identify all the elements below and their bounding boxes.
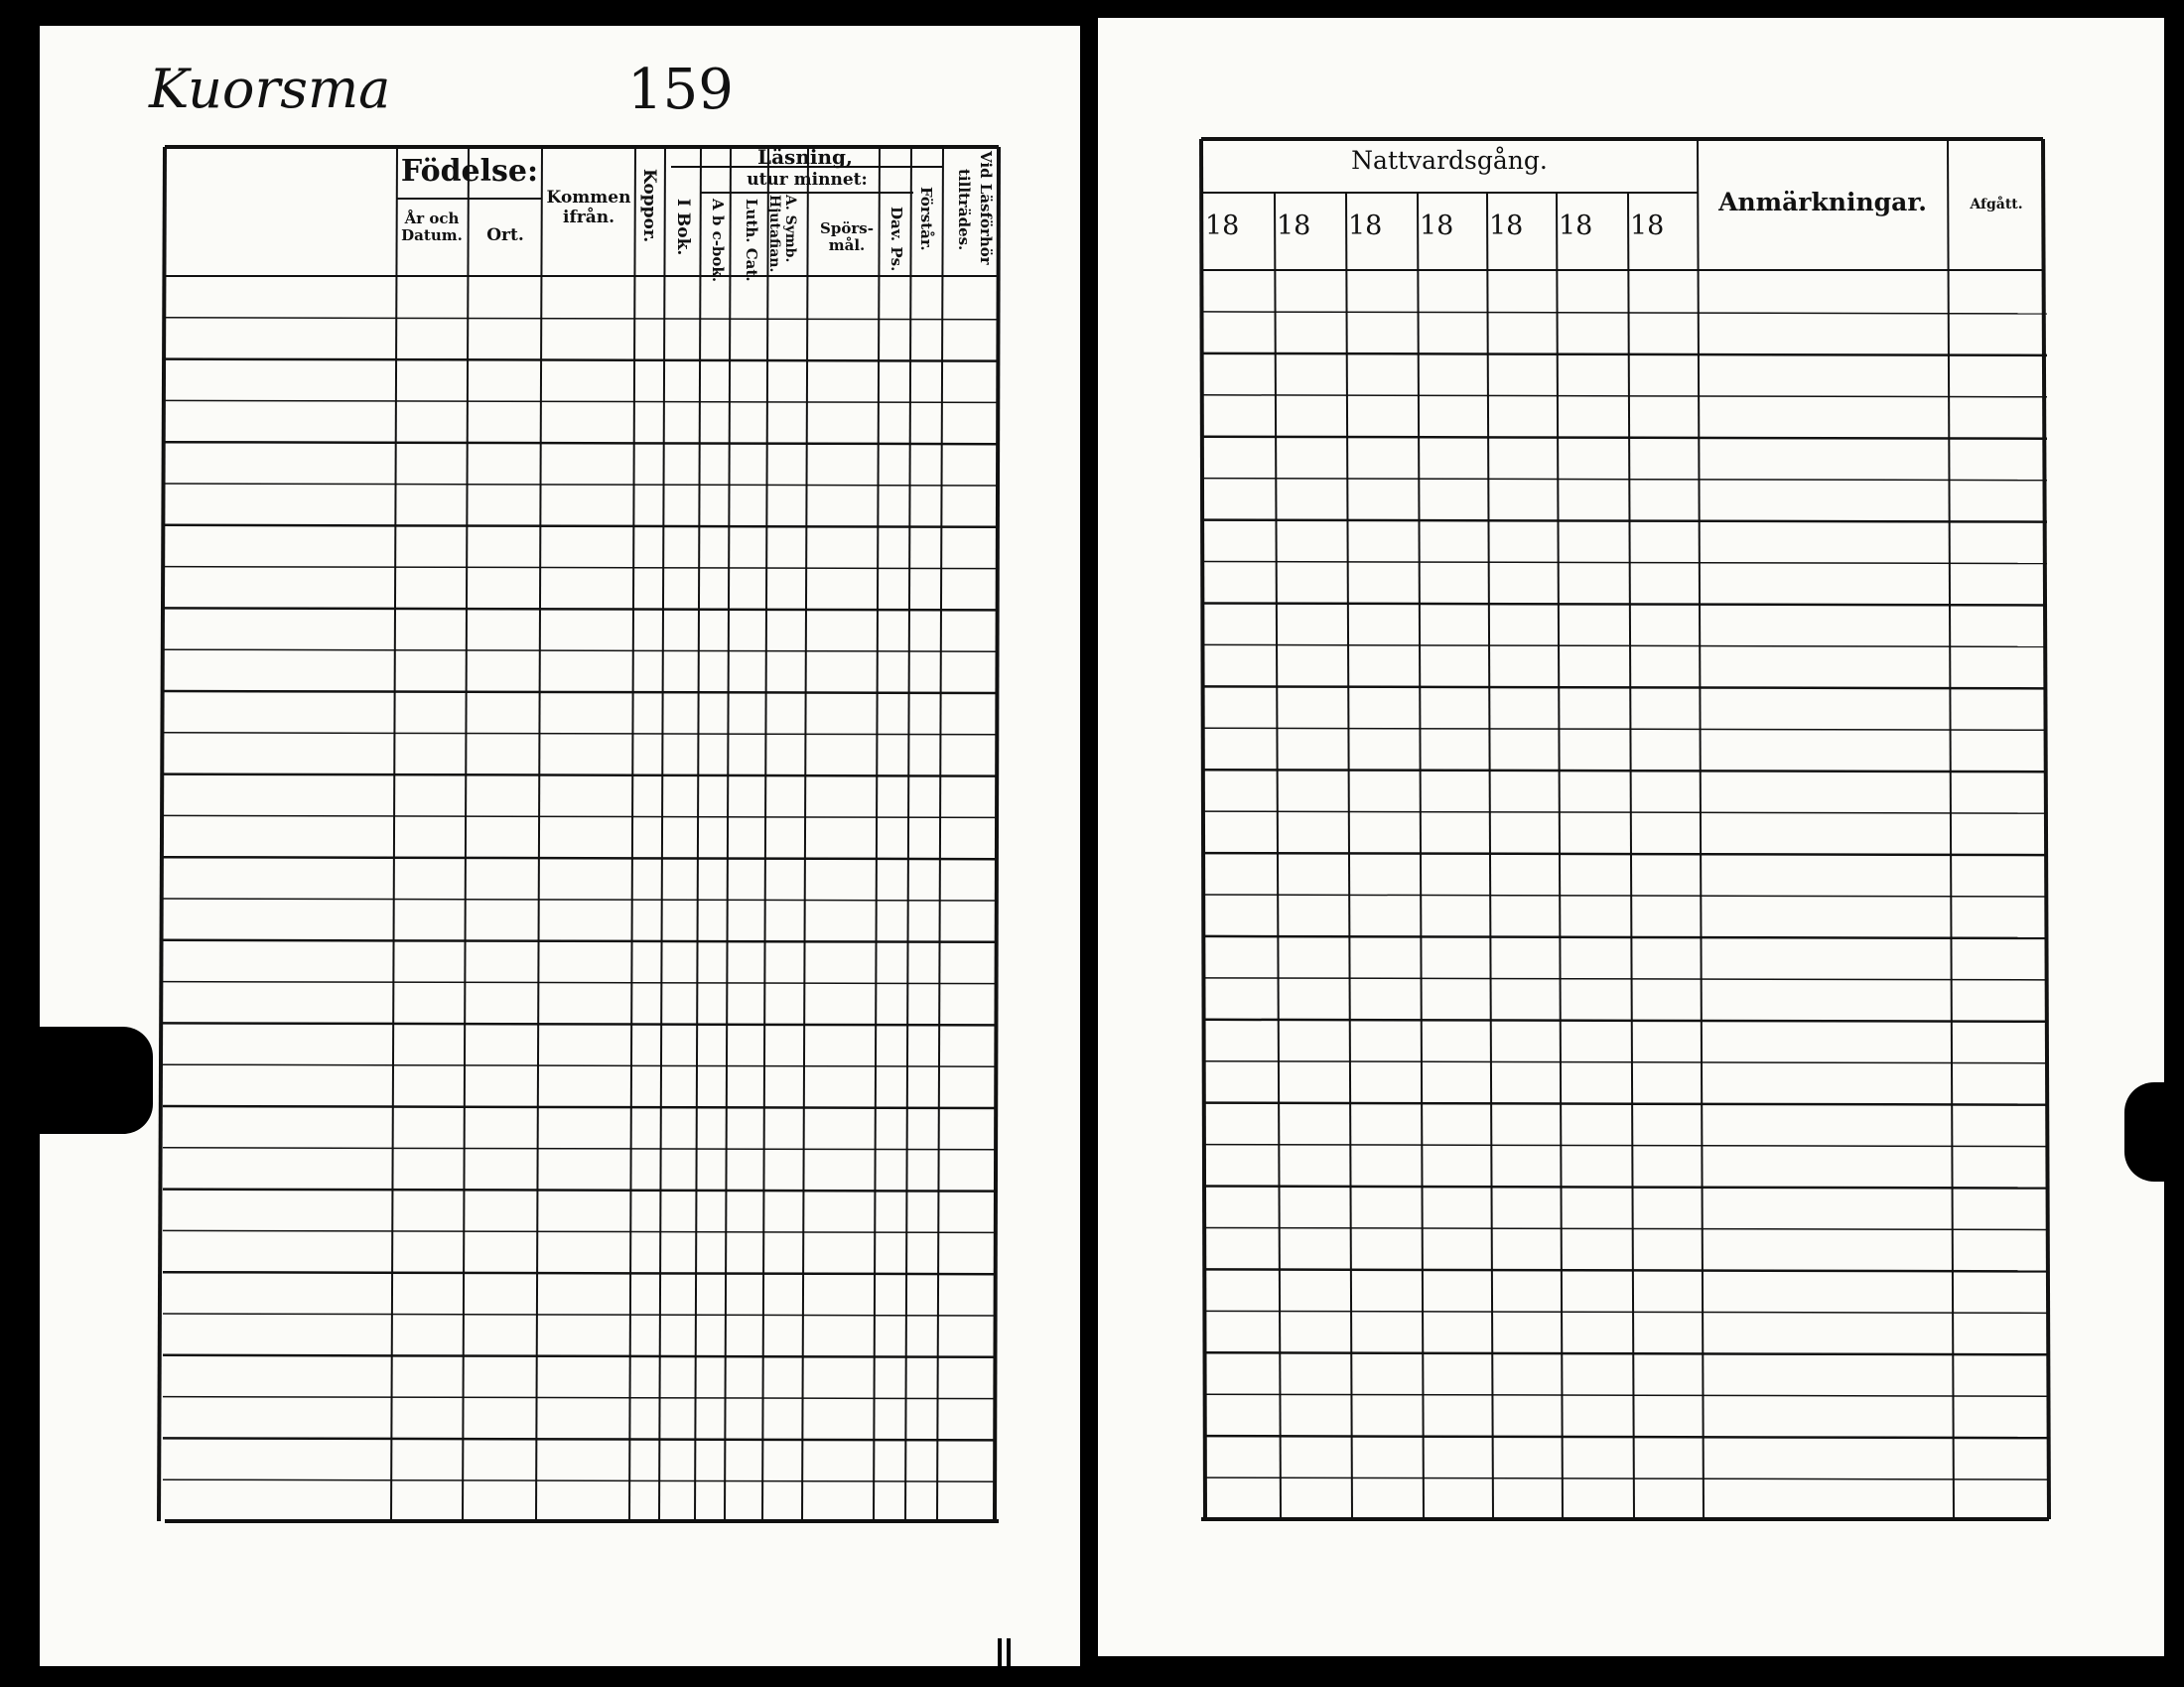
- handwritten-page-number: 159: [627, 58, 734, 122]
- grid-row-line: [163, 318, 997, 320]
- header-nattvardsgang: Nattvardsgång.: [1351, 146, 1548, 175]
- header-ar-och-datum: År och Datum.: [401, 210, 463, 245]
- grid-row-line: [1203, 395, 2047, 397]
- grid-row-line: [1203, 1020, 2047, 1022]
- header-kommen-ifran: Kommen ifrån.: [546, 188, 631, 227]
- grid-column-line: [391, 147, 397, 1521]
- grid-row-line: [163, 442, 997, 444]
- grid-row-line: [163, 733, 997, 735]
- grid-row-line: [163, 1023, 997, 1025]
- grid-row-line: [163, 608, 997, 610]
- header-year-7: 18: [1630, 211, 1665, 241]
- header-tilltrades: tillträdes.: [955, 169, 973, 251]
- grid-column-line: [1346, 193, 1352, 1519]
- grid-row-line: [1203, 811, 2047, 813]
- grid-row-line: [163, 857, 997, 859]
- grid-row-line: [163, 899, 997, 901]
- grid-row-line: [163, 525, 997, 527]
- grid-row-line: [163, 940, 997, 942]
- grid-row-line: [1203, 1103, 2047, 1105]
- grid-row-line: [163, 1314, 997, 1316]
- grid-row-line: [1203, 603, 2047, 605]
- grid-row-line: [163, 1190, 997, 1192]
- grid-row-line: [1203, 644, 2047, 646]
- grid-row-line: [1203, 1145, 2047, 1147]
- grid-row-line: [163, 1148, 997, 1150]
- header-abc-bok: A b c-bok.: [709, 199, 727, 283]
- grid-row-line: [1203, 1227, 2047, 1229]
- header-year-5: 18: [1489, 211, 1524, 241]
- header-i-bok: I Bok.: [673, 199, 693, 256]
- header-year-3: 18: [1348, 211, 1383, 241]
- header-year-6: 18: [1559, 211, 1593, 241]
- handwritten-place-name: Kuorsma: [149, 58, 391, 120]
- grid-row-line: [163, 1355, 997, 1357]
- grid-row-line: [163, 691, 997, 693]
- grid-row-line: [163, 567, 997, 569]
- grid-row-line: [163, 1479, 997, 1481]
- grid-row-line: [163, 359, 997, 361]
- header-dav-ps: Dav. Ps.: [887, 207, 905, 272]
- grid-column-line: [1418, 193, 1424, 1519]
- grid-row-line: [1203, 1477, 2047, 1479]
- grid-row-line: [1203, 437, 2047, 439]
- grid-row-line: [1203, 562, 2047, 564]
- header-a-symb: A. Symb.: [782, 195, 798, 263]
- grid-row-line: [1203, 936, 2047, 938]
- header-ort: Ort.: [486, 225, 524, 245]
- header-year-4: 18: [1420, 211, 1454, 241]
- grid-border: [159, 147, 165, 1521]
- grid-border: [1201, 139, 1205, 1519]
- grid-column-line: [1557, 193, 1563, 1519]
- grid-column-line: [1487, 193, 1493, 1519]
- header-hjutafian: Hjutafian.: [766, 195, 782, 273]
- header-luth-cat: Luth. Cat.: [743, 199, 760, 282]
- grid-row-line: [163, 1064, 997, 1066]
- header-anmarkningar: Anmärkningar.: [1718, 188, 1927, 216]
- grid-row-line: [163, 1397, 997, 1399]
- grid-row-line: [1203, 686, 2047, 688]
- grid-row-line: [1203, 1187, 2047, 1189]
- grid-row-line: [1203, 1394, 2047, 1396]
- grid-row-line: [163, 982, 997, 984]
- header-lasning: Läsning,: [757, 145, 853, 169]
- grid-row-line: [1203, 1061, 2047, 1063]
- grid-row-line: [1203, 853, 2047, 855]
- header-utur-minnet: utur minnet:: [747, 170, 868, 190]
- header-forstar: Förstår.: [917, 187, 935, 251]
- grid-row-line: [1203, 479, 2047, 481]
- grid-row-line: [1203, 1352, 2047, 1354]
- grid-border: [2043, 139, 2049, 1519]
- grid-row-line: [163, 1272, 997, 1274]
- grid-row-line: [163, 774, 997, 776]
- grid-row-line: [1203, 1436, 2047, 1438]
- grid-row-line: [1203, 895, 2047, 897]
- grid-column-line: [1275, 193, 1281, 1519]
- grid-row-line: [1203, 353, 2047, 355]
- grid-column-line: [1628, 193, 1634, 1519]
- grid-row-line: [163, 484, 997, 486]
- header-vid-lasforhor: Vid Läsförhör: [977, 151, 995, 265]
- grid-row-line: [1203, 978, 2047, 980]
- grid-row-line: [1203, 312, 2047, 314]
- header-fodelse: Födelse:: [400, 154, 539, 189]
- grid-row-line: [163, 1230, 997, 1232]
- grid-row-line: [1203, 1269, 2047, 1271]
- grid-row-line: [163, 649, 997, 651]
- header-afgatt: Afgått.: [1970, 197, 2023, 212]
- grid-row-line: [163, 400, 997, 402]
- grid-row-line: [1203, 728, 2047, 730]
- grid-row-line: [163, 815, 997, 817]
- grid-row-line: [1203, 520, 2047, 522]
- header-sporsmal: Spörs- mål.: [820, 219, 874, 255]
- header-year-1: 18: [1205, 211, 1240, 241]
- header-koppor: Koppor.: [639, 169, 659, 243]
- grid-row-line: [1203, 1311, 2047, 1313]
- header-year-2: 18: [1277, 211, 1311, 241]
- grid-row-line: [163, 1106, 997, 1108]
- grid-row-line: [1203, 770, 2047, 772]
- grid-row-line: [163, 1438, 997, 1440]
